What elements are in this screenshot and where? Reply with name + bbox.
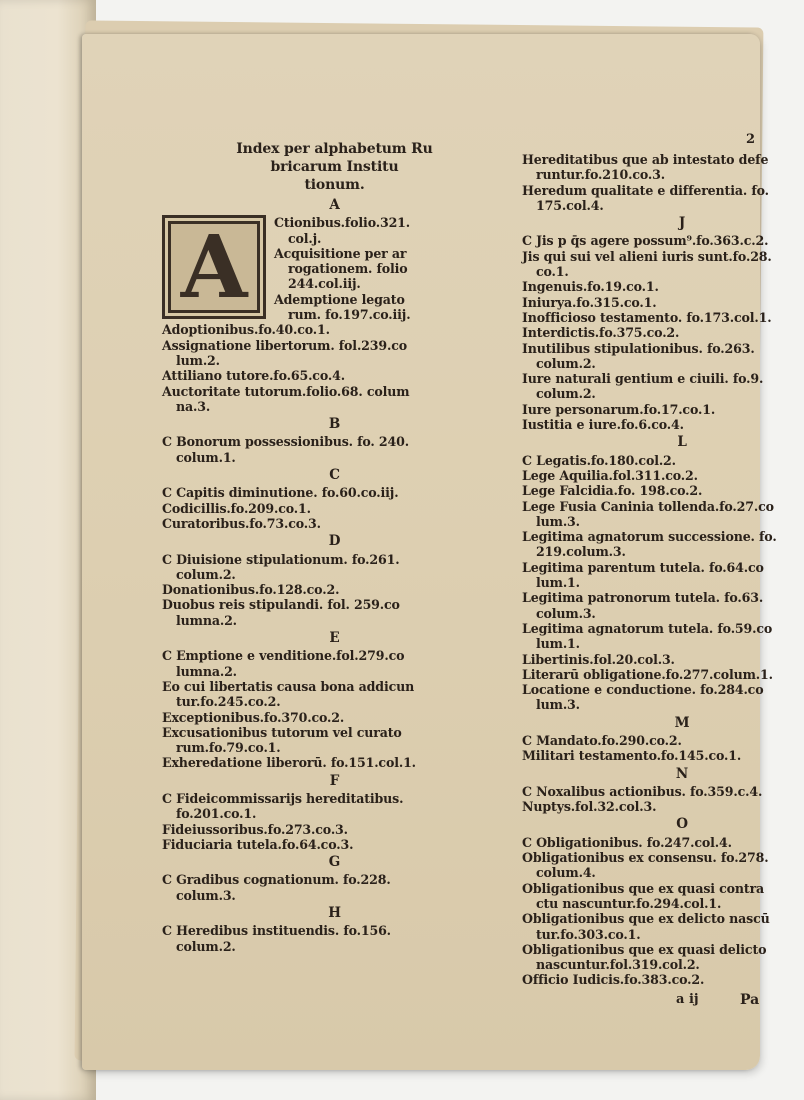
index-entry: Legitima agnatorum successione. fo. (522, 529, 777, 545)
section-letter-f: F (329, 772, 340, 789)
index-entry: Interdictis.fo.375.co.2. (522, 325, 680, 341)
index-entry: Jis qui sui vel alieni iuris sunt.fo.28. (522, 248, 772, 264)
index-entry: Iure naturali gentium e ciuili. fo.9. (522, 371, 764, 387)
index-entry: C Emptione e venditione.fol.279.co (162, 648, 405, 664)
index-entry: 175.col.4. (536, 197, 604, 213)
section-letter-e: E (329, 630, 340, 647)
index-entry: Eo cui libertatis causa bona addicun (162, 678, 415, 694)
index-entry: colum.4. (536, 865, 596, 881)
index-entry: Iustitia e iure.fo.6.co.4. (522, 417, 684, 433)
index-entry: Attiliano tutore.fo.65.co.4. (162, 368, 345, 384)
index-entry: lumna.2. (176, 663, 237, 679)
index-entry: lum.1. (536, 636, 580, 652)
index-entry: Militari testamento.fo.145.co.1. (522, 748, 742, 764)
index-entry: Exceptionibus.fo.370.co.2. (162, 709, 345, 725)
index-entry: lumna.2. (176, 612, 237, 628)
index-entry: ctu nascuntur.fo.294.col.1. (536, 895, 722, 911)
index-entry: Iniurya.fo.315.co.1. (522, 294, 657, 310)
section-letter-h: H (328, 905, 341, 922)
index-entry: Lege Falcidia.fo. 198.co.2. (522, 483, 703, 499)
index-entry: Nuptys.fol.32.col.3. (522, 799, 657, 815)
initial-entries: Ctionibus.folio.321. col.j. Acquisitione per ar rogationem. folio 244.col.iij. Ademptione legato rum. fo.197.co.iij. (274, 215, 411, 323)
index-title: Index per alphabetum Ru bricarum Institu tionum. (236, 141, 433, 193)
index-entry: Legitima patronorum tutela. fo.63. (522, 590, 764, 606)
index-entry: C Capitis diminutione. fo.60.co.iij. (162, 485, 399, 501)
index-entry: Officio Iudicis.fo.383.co.2. (522, 972, 705, 988)
index-entry: lum.3. (536, 513, 580, 529)
index-entry: Donationibus.fo.128.co.2. (162, 582, 340, 598)
index-entry: Literarū obligatione.fo.277.colum.1. (522, 666, 773, 682)
right-column (522, 152, 804, 988)
index-entry: Legitima agnatorum tutela. fo.59.co (522, 620, 773, 636)
index-entry: C Jis p q̄s agere possum⁹.fo.363.c.2. (522, 233, 769, 249)
index-entry: lum.3. (536, 697, 580, 713)
section-letter-d: D (328, 533, 341, 550)
index-entry: na.3. (176, 398, 211, 414)
section-letter-b: B (328, 416, 341, 433)
index-entry: Excusationibus tutorum vel curato (162, 724, 402, 740)
index-entry: C Legatis.fo.180.col.2. (522, 452, 676, 468)
index-entry: Legitima parentum tutela. fo.64.co (522, 559, 764, 575)
index-entry: Adoptionibus.fo.40.co.1. (162, 322, 330, 338)
index-entry: C Fideicommissarijs hereditatibus. (162, 790, 404, 806)
catchword: Pa (740, 992, 760, 1008)
index-entry: C Heredibus instituendis. fo.156. (162, 923, 391, 939)
index-entry: C Mandato.fo.290.co.2. (522, 732, 682, 748)
index-entry: Obligationibus que ex quasi contra (522, 880, 765, 896)
index-entry: co.1. (536, 264, 569, 280)
section-letter-c: C (329, 467, 340, 484)
index-entry: Fiduciaria tutela.fo.64.co.3. (162, 836, 354, 852)
index-entry: colum.2. (176, 938, 236, 954)
index-entry: Hereditatibus que ab intestato defe (522, 152, 769, 167)
index-entry: Exheredatione liberorū. fo.151.col.1. (162, 755, 416, 771)
index-entry: Heredum qualitate e differentia. fo. (522, 182, 769, 198)
index-entry: runtur.fo.210.co.3. (536, 167, 665, 183)
index-entry: colum.2. (536, 386, 596, 402)
right-sections (522, 216, 804, 988)
index-entry: Ingenuis.fo.19.co.1. (522, 279, 659, 295)
index-entry: C Obligationibus. fo.247.col.4. (522, 834, 732, 850)
index-entry: 219.colum.3. (536, 544, 626, 560)
index-entry: lum.1. (536, 575, 580, 591)
decorated-initial: A (162, 215, 266, 319)
index-entry: lum.2. (176, 352, 220, 368)
index-entry: Auctoritate tutorum.folio.68. colum (162, 383, 410, 399)
index-entry: Curatoribus.fo.73.co.3. (162, 515, 321, 531)
index-entry: nascuntur.fol.319.col.2. (536, 957, 700, 973)
index-entry: colum.1. (176, 449, 236, 465)
section-letter-a: A (329, 197, 340, 213)
index-entry: Locatione e conductione. fo.284.co (522, 682, 764, 698)
index-entry: C Diuisione stipulationum. fo.261. (162, 551, 400, 567)
index-entry: Iure personarum.fo.17.co.1. (522, 401, 716, 417)
signature-mark: a ij (676, 992, 699, 1007)
index-entry: Inofficioso testamento. fo.173.col.1. (522, 309, 772, 325)
index-entry: Fideiussoribus.fo.273.co.3. (162, 821, 348, 837)
index-entry: colum.2. (176, 566, 236, 582)
index-entry: tur.fo.245.co.2. (176, 694, 281, 710)
page-number: 2 (746, 132, 756, 147)
section-letter-m: M (674, 714, 690, 731)
index-entry: colum.2. (536, 355, 596, 371)
index-entry: Inutilibus stipulationibus. fo.263. (522, 340, 755, 356)
index-entry: Libertinis.fol.20.col.3. (522, 651, 675, 667)
index-entry: C Bonorum possessionibus. fo. 240. (162, 434, 409, 450)
index-entry: Obligationibus que ex quasi delicto (522, 941, 767, 957)
left-sections (162, 417, 507, 954)
section-letter-n: N (675, 765, 689, 782)
index-entry: Duobus reis stipulandi. fol. 259.co (162, 597, 400, 613)
index-entry: Codicillis.fo.209.co.1. (162, 500, 311, 516)
index-entry: fo.201.co.1. (176, 806, 257, 822)
index-entry: Lege Fusia Caninia tollenda.fo.27.co (522, 498, 774, 514)
left-column (162, 140, 507, 954)
index-entry: colum.3. (536, 605, 596, 621)
index-entry: rum.fo.79.co.1. (176, 740, 281, 756)
initial-block (162, 215, 507, 322)
index-entry: Lege Aquilia.fol.311.co.2. (522, 467, 698, 483)
book-page (82, 34, 777, 1070)
section-letter-g: G (328, 854, 341, 871)
index-entry: Assignatione libertorum. fol.239.co (162, 337, 408, 353)
section-letter-j: J (678, 215, 686, 232)
index-entry: Obligationibus ex consensu. fo.278. (522, 850, 769, 866)
section-letter-o: O (676, 816, 688, 833)
section-letter-l: L (677, 434, 687, 451)
index-entry: Obligationibus que ex delicto nascū (522, 911, 770, 927)
index-entry: C Gradibus cognationum. fo.228. (162, 872, 391, 888)
index-entry: colum.3. (176, 887, 236, 903)
index-entry: C Noxalibus actionibus. fo.359.c.4. (522, 783, 763, 799)
index-entry: tur.fo.303.co.1. (536, 926, 641, 942)
